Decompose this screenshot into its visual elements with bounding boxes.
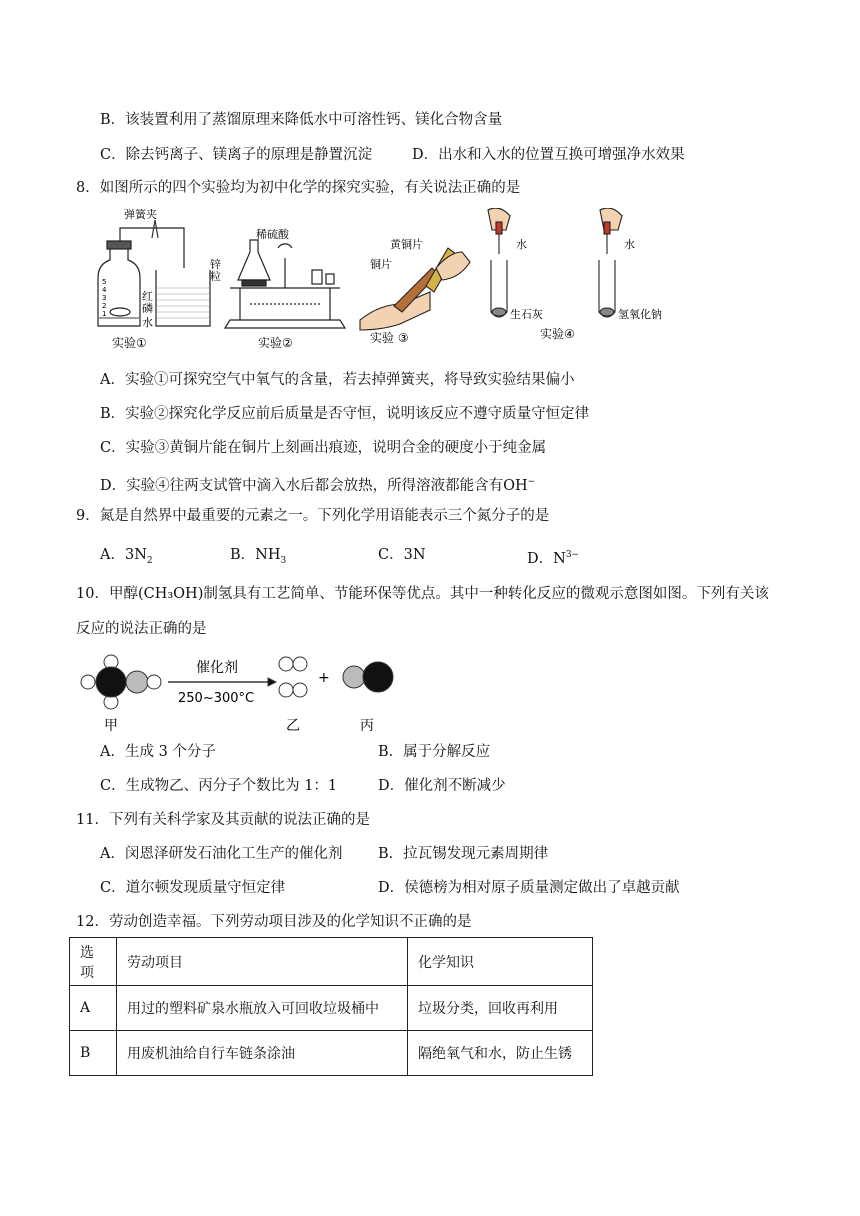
q11-option-a: A．闵恩泽研发石油化工生产的催化剂 [100,846,343,862]
exp2-flask [238,240,270,280]
table-cell-labor: 用过的塑料矿泉水瓶放入可回收垃圾桶中 [117,986,408,1031]
q8-option-d-ion: OH [503,477,528,494]
table-row [70,1031,593,1076]
methanol-oxygen [126,671,148,693]
q9-option-b-sub: 3 [280,555,287,566]
exp2-zinc [242,280,266,286]
label-yi: 乙 [286,718,300,734]
q9-option-d-label: D． [527,550,554,567]
catalyst-label: 催化剂 [196,660,238,676]
exp4-naoh [600,308,614,316]
exp4-naoh-label: 氢氧化钠 [618,308,662,321]
q8-option-d [100,472,535,496]
exp1-spoon [110,308,130,316]
q8-option-d-text: D．实验④往两支试管中滴入水后都会放热，所得溶液都能含有 [100,477,504,494]
exp1-label: 实验① [112,336,147,350]
h2-2-b [293,683,307,697]
exp4-dropper-bulb-left [496,222,502,234]
exp1-scale-5: 5 [102,278,107,286]
q9-option-b-formula: NH [255,547,281,563]
co-carbon [363,662,393,692]
q9-option-a-label: A． [100,547,125,563]
exp1-phosphorus-label-2: 磷 [142,302,153,315]
q7-option-d: D．出水和入水的位置互换可增强净水效果 [412,147,685,163]
q11-option-b: B．拉瓦锡发现元素周期律 [378,846,549,862]
exp1-spring-clip-label: 弹簧夹 [124,208,157,221]
q9-option-d [527,545,579,569]
q9-stem: 9．氮是自然界中最重要的元素之一。下列化学用语能表示三个氮分子的是 [76,508,550,524]
q7-option-c: C．除去钙离子、镁离子的原理是静置沉淀 [100,147,373,163]
exp1-phosphorus-label-1: 红 [142,290,153,303]
table-header-option: 选项 [70,938,117,986]
exp2-weight-1 [312,270,322,284]
label-jia: 甲 [104,718,118,734]
q11-option-d: D．侯德榜为相对原子质量测定做出了卓越贡献 [378,880,680,896]
exp3-copper-label: 铜片 [370,258,392,271]
methanol-h-right [147,675,161,689]
q8-option-d-ion-charge: − [527,477,536,487]
exp1-scale-1: 1 [102,310,107,318]
exp2-acid-label: 稀硫酸 [256,228,289,241]
table-row [70,986,593,1031]
table-cell-option: A [70,986,117,1031]
table-cell-option: B [70,1031,117,1076]
h2-1-a [279,657,293,671]
exp4-hand-right [600,208,622,230]
table-header-row [70,938,593,986]
exp4-lime-label: 生石灰 [510,308,543,321]
q8-experiments-figure [90,208,720,350]
exp2-zinc-label-1: 锌 [210,258,221,271]
exp1-beaker-water [157,288,209,318]
q9-option-c [378,545,426,565]
exp4-label: 实验④ [540,327,575,341]
table-header-labor: 劳动项目 [117,938,408,986]
q9-option-c-formula: 3N [403,547,426,563]
exp1-scale-4: 4 [102,286,107,294]
exp2-weight-2 [326,274,334,284]
methanol-h-left [81,675,95,689]
q10-reaction-figure [78,650,408,734]
temperature-label: 250~300°C [178,691,255,706]
h2-1-b [293,657,307,671]
q8-option-c: C．实验③黄铜片能在铜片上刻画出痕迹，说明合金的硬度小于纯金属 [100,440,547,456]
exp2-pointer [278,244,292,288]
q8-stem: 8．如图所示的四个实验均为初中化学的探究实验，有关说法正确的是 [76,180,521,196]
reaction-arrowhead [268,678,276,686]
exp4-water-label-left: 水 [516,238,527,251]
q12-stem: 12．劳动创造幸福。下列劳动项目涉及的化学知识不正确的是 [76,914,472,930]
q11-stem: 11．下列有关科学家及其贡献的说法正确的是 [76,812,370,828]
q9-option-a-formula: 3N [124,547,147,563]
exp4-water-label-right: 水 [624,238,635,251]
exp1-beaker [156,270,210,326]
exp4-lime [492,308,506,316]
q12-table [69,937,593,1076]
exp1-scale-3: 3 [102,294,107,302]
exp4-dropper-bulb-right [604,222,610,234]
q10-option-a: A．生成 3 个分子 [100,744,216,760]
q9-option-b [230,545,286,571]
q9-option-b-label: B． [230,547,256,563]
exp2-label: 实验② [258,336,293,350]
co-oxygen [343,666,365,688]
label-bing: 丙 [360,718,374,734]
exp1-water-label: 水 [142,316,153,329]
exp3-hand-left [360,292,430,330]
exp1-spring-clip-icon [152,220,158,238]
plus-sign: + [318,670,330,686]
h2-2-a [279,683,293,697]
exp1-scale-2: 2 [102,302,107,310]
methanol-carbon [96,667,126,697]
exp3-label: 实验 ③ [370,331,409,345]
q9-option-a [100,545,153,571]
q10-option-c: C．生成物乙、丙分子个数比为 1：1 [100,778,338,794]
q10-stem-line2: 反应的说法正确的是 [76,621,207,637]
q9-option-c-label: C． [378,547,404,563]
table-cell-labor: 用废机油给自行车链条涂油 [117,1031,408,1076]
q7-option-b: B．该装置利用了蒸馏原理来降低水中可溶性钙、镁化合物含量 [100,112,503,128]
q10-option-d: D．催化剂不断减少 [378,778,506,794]
exp2-zinc-label-2: 粒 [210,270,221,283]
q9-option-d-formula: N [553,550,566,567]
exp3-brass-label: 黄铜片 [390,238,423,251]
q8-option-a: A．实验①可探究空气中氧气的含量，若去掉弹簧夹，将导致实验结果偏小 [100,372,575,388]
exp1-stopper [107,241,131,249]
q11-option-c: C．道尔顿发现质量守恒定律 [100,880,286,896]
exp2-balance [225,288,345,328]
q9-option-d-sup: 3− [565,550,580,560]
table-header-knowledge: 化学知识 [408,938,593,986]
q10-option-b: B．属于分解反应 [378,744,491,760]
exp3-hand-right [436,252,470,280]
table-cell-knowledge: 垃圾分类，回收再利用 [408,986,593,1031]
table-cell-knowledge: 隔绝氧气和水，防止生锈 [408,1031,593,1076]
q9-option-a-sub: 2 [146,555,153,566]
q10-stem-line1: 10．甲醇(CH₃OH)制氢具有工艺简单、节能环保等优点。其中一种转化反应的微观示意图如图。下列有关该 [76,586,769,602]
q8-option-b: B．实验②探究化学反应前后质量是否守恒，说明该反应不遵守质量守恒定律 [100,406,590,422]
